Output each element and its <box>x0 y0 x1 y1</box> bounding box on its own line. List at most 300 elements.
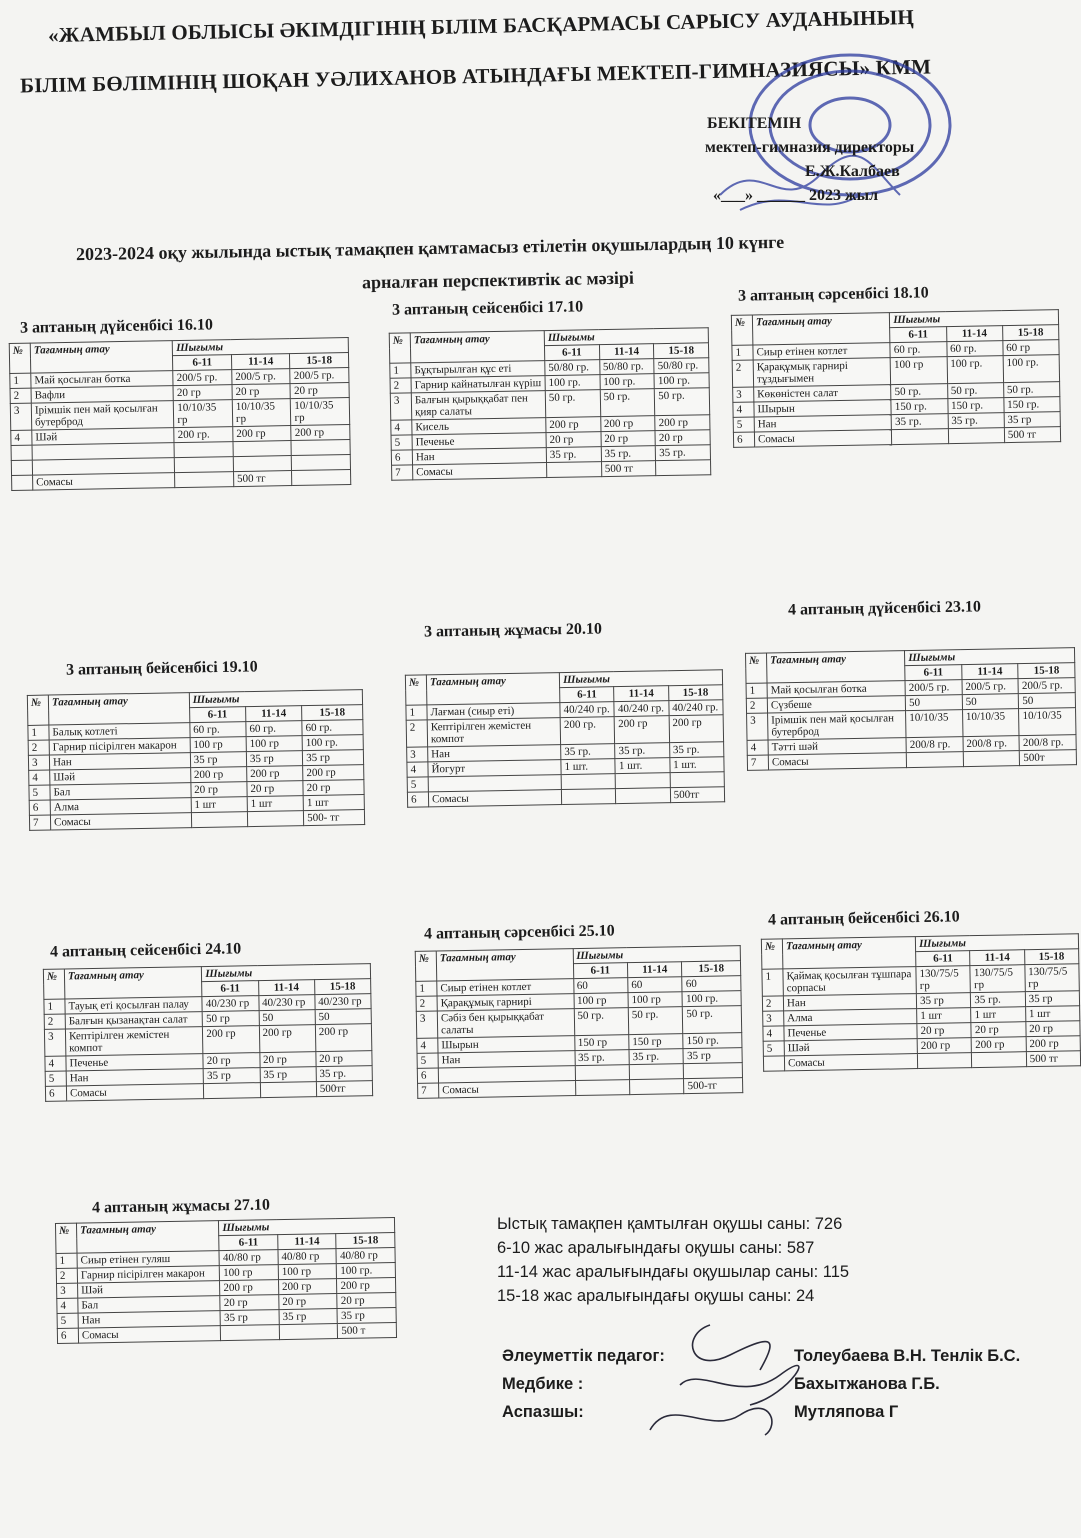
col-dish-name: Тағамның атау <box>436 949 573 981</box>
dish-name: Печенье <box>412 433 546 450</box>
portion-cell <box>191 812 247 828</box>
portion-cell <box>918 1053 973 1069</box>
portion-cell <box>247 811 303 827</box>
row-number: 2 <box>762 996 783 1011</box>
portion-cell: 35 гр <box>260 1067 316 1083</box>
approval-title: БЕКІТЕМІН <box>707 115 802 132</box>
signature-name: Толеубаева В.Н. Тенлік Б.С. <box>794 1347 1021 1365</box>
row-number: 4 <box>11 430 32 445</box>
menu-table <box>415 945 744 1099</box>
portion-cell: 20 гр <box>655 430 710 446</box>
portion-cell: 200/5 гр. <box>290 368 349 384</box>
signature-role: Медбике : <box>502 1375 584 1393</box>
portion-cell: 20 гр <box>220 1295 279 1311</box>
portion-cell: 10/10/35 гр <box>291 398 350 426</box>
portion-cell: 35 гр <box>1025 991 1080 1007</box>
dish-name: Тауық еті қосылған палау <box>65 997 203 1014</box>
row-number: 5 <box>391 435 412 450</box>
row-number: 6 <box>733 432 754 447</box>
portion-cell <box>546 462 601 478</box>
row-number: 5 <box>29 785 50 800</box>
portion-cell <box>629 1079 684 1095</box>
dish-name: Май қосылған ботка <box>31 371 174 388</box>
col-age-15-18: 15-18 <box>290 353 349 369</box>
row-number: 5 <box>417 1053 438 1068</box>
dish-name: Шырын <box>754 400 892 417</box>
portion-cell: 35 гр. <box>629 1049 684 1065</box>
dish-name: Май қосылған ботка <box>767 681 905 698</box>
row-number: 6 <box>417 1068 438 1083</box>
portion-cell: 35 гр. <box>891 414 947 430</box>
dish-name: Сомасы <box>428 790 561 807</box>
col-age-11-14: 11-14 <box>970 950 1025 966</box>
portion-cell: 200/5 гр. <box>962 679 1019 695</box>
portion-cell: 40/230 гр <box>315 994 371 1010</box>
col-age-15-18: 15-18 <box>668 685 723 701</box>
col-yield: Шығымы <box>890 310 1059 328</box>
portion-cell: 200/5 гр. <box>1018 678 1075 694</box>
portion-cell <box>260 1082 316 1098</box>
portion-cell <box>575 1080 630 1096</box>
dish-name: Сәбіз бен қырыққабат салаты <box>437 1009 574 1038</box>
portion-cell: 20 гр <box>279 1294 338 1310</box>
portion-cell: 100 гр. <box>654 373 709 389</box>
menu-table <box>745 647 1077 771</box>
row-number: 2 <box>732 360 753 387</box>
row-number: 1 <box>762 969 783 996</box>
stat-age-15-18: 15-18 жас аралығындағы оқушы саны: 24 <box>497 1287 815 1305</box>
col-dish-name: Тағамның атау <box>782 937 916 969</box>
portion-cell: 50/80 гр. <box>599 359 654 375</box>
dish-name: Сомасы <box>439 1081 576 1098</box>
portion-cell: 50 <box>315 1009 371 1025</box>
portion-cell: 500- тг <box>304 810 365 826</box>
portion-cell: 1 шт <box>303 795 364 811</box>
portion-cell: 200/5 гр. <box>173 370 232 386</box>
row-number: 7 <box>747 755 768 770</box>
col-number: № <box>27 695 49 725</box>
dish-name: Алма <box>784 1009 917 1026</box>
portion-cell: 10/10/35 гр <box>232 399 291 427</box>
dish-name: Гарнир пісірілген макарон <box>49 738 190 755</box>
col-dish-name: Тағамның атау <box>48 693 189 725</box>
dish-name: Кептірілген жемістен компот <box>427 718 561 747</box>
day-title: 3 аптаның бейсенбісі 19.10 <box>65 658 258 679</box>
portion-cell: 35 гр <box>683 1048 742 1064</box>
row-number: 4 <box>763 1026 784 1041</box>
portion-cell: 20 гр <box>290 383 349 399</box>
col-age-15-18: 15-18 <box>1002 325 1058 341</box>
portion-cell: 50 гр <box>202 1011 258 1027</box>
dish-name: Балғын қызанақтан салат <box>65 1012 203 1029</box>
portion-cell: 10/10/35 <box>906 710 963 738</box>
menu-table <box>55 1217 397 1344</box>
col-age-15-18: 15-18 <box>1018 663 1075 679</box>
col-yield: Шығымы <box>905 648 1075 666</box>
portion-cell: 35 гр <box>1004 412 1060 428</box>
portion-cell: 200 гр <box>190 767 246 783</box>
portion-cell: 20 гр <box>191 782 247 798</box>
portion-cell: 200/8 гр. <box>963 736 1020 752</box>
col-number: № <box>9 343 31 373</box>
portion-cell: 200 гр <box>220 1280 279 1296</box>
portion-cell: 60 гр. <box>946 341 1002 357</box>
portion-cell <box>174 442 233 458</box>
row-number: 7 <box>29 815 50 830</box>
row-number: 2 <box>416 996 437 1011</box>
dish-name: Нан <box>428 745 561 762</box>
col-age-6-11: 6-11 <box>173 355 232 371</box>
portion-cell: 35 гр. <box>948 413 1004 429</box>
dish-name: Ірімшік пен май қосылған бутерброд <box>768 711 907 740</box>
portion-cell: 130/75/5 гр <box>970 965 1025 993</box>
day-title: 4 аптаның дүйсенбісі 23.10 <box>787 598 982 619</box>
row-number: 5 <box>45 1071 66 1086</box>
portion-cell: 40/230 гр <box>202 996 258 1012</box>
col-dish-name: Тағамның атау <box>64 967 202 999</box>
dish-name: Вафли <box>31 386 174 403</box>
dish-name: Нан <box>438 1051 575 1068</box>
portion-cell <box>656 460 711 476</box>
org-name-line2: БІЛІМ БӨЛІМІНІҢ ШОҚАН УӘЛИХАНОВ АТЫНДАҒЫ МЕКТЕП-ГИМНАЗИЯСЫ» КММ <box>19 54 932 98</box>
row-number: 3 <box>763 1011 784 1026</box>
dish-name: Кептірілген жемістен компот <box>65 1027 203 1056</box>
dish-name: Бал <box>78 1296 221 1313</box>
day-title: 4 аптаның сәрсенбісі 25.10 <box>423 922 615 943</box>
day-title: 4 аптаның жұмасы 27.10 <box>91 1196 271 1217</box>
portion-cell: 500 тг <box>1026 1051 1081 1067</box>
portion-cell <box>616 773 671 789</box>
portion-cell: 200 гр <box>203 1026 260 1054</box>
portion-cell: 200 гр <box>917 1038 972 1054</box>
signature-role: Әлеуметтік педагог: <box>502 1347 665 1365</box>
portion-cell <box>291 440 350 456</box>
day-title: 3 аптаның сейсенбісі 17.10 <box>391 298 584 319</box>
portion-cell: 50 гр. <box>683 1006 742 1034</box>
portion-cell: 35 гр. <box>561 744 616 760</box>
portion-cell <box>561 774 616 790</box>
dish-name: Йогурт <box>428 760 561 777</box>
dish-name: Нан <box>783 994 916 1011</box>
col-age-6-11: 6-11 <box>219 1235 278 1251</box>
row-number: 5 <box>407 777 428 792</box>
col-yield: Шығымы <box>189 690 363 708</box>
row-number: 5 <box>733 417 754 432</box>
row-number: 2 <box>746 698 767 713</box>
col-age-11-14: 11-14 <box>962 664 1019 680</box>
row-number: 4 <box>391 420 412 435</box>
col-dish-name: Тағамның атау <box>752 313 890 345</box>
portion-cell <box>684 1063 743 1079</box>
col-yield: Шығымы <box>915 934 1078 952</box>
row-number: 4 <box>417 1038 438 1053</box>
approval-date: «___» ______ 2023 жыл <box>713 187 879 204</box>
portion-cell: 35 гр <box>220 1310 279 1326</box>
portion-cell: 60 гр. <box>302 720 363 736</box>
dish-name: Печенье <box>784 1024 917 1041</box>
col-number: № <box>731 315 753 345</box>
portion-cell: 20 гр <box>173 385 232 401</box>
dish-name: Бал <box>50 783 191 800</box>
col-age-15-18: 15-18 <box>1024 949 1079 965</box>
col-age-15-18: 15-18 <box>654 343 709 359</box>
portion-cell: 35 гр. <box>574 1050 629 1066</box>
portion-cell: 50 гр. <box>947 383 1003 399</box>
stat-age-11-14: 11-14 жас аралығындағы оқушылар саны: 115 <box>497 1263 850 1281</box>
portion-cell: 35 гр <box>279 1309 338 1325</box>
portion-cell: 35 гр <box>203 1068 259 1084</box>
portion-cell: 500тг <box>316 1081 372 1097</box>
portion-cell: 1 шт <box>1025 1006 1080 1022</box>
row-number: 6 <box>57 1328 78 1343</box>
portion-cell <box>233 456 292 472</box>
portion-cell: 40/80 гр <box>219 1250 278 1266</box>
portion-cell <box>629 1064 684 1080</box>
row-number: 1 <box>390 363 411 378</box>
portion-cell <box>948 428 1004 444</box>
menu-table <box>27 689 365 831</box>
col-yield: Шығымы <box>544 328 708 346</box>
portion-cell <box>233 441 292 457</box>
portion-cell: 150 гр. <box>1004 397 1060 413</box>
row-number <box>763 1056 784 1071</box>
menu-table <box>761 933 1081 1072</box>
row-number: 6 <box>391 450 412 465</box>
portion-cell: 20 гр <box>203 1053 259 1069</box>
portion-cell: 50/80 гр. <box>654 358 709 374</box>
row-number: 2 <box>10 388 31 403</box>
portion-cell: 200 гр <box>615 716 670 744</box>
portion-cell: 60 гр. <box>890 342 946 358</box>
menu-table <box>43 963 373 1102</box>
day-title: 4 аптаның сейсенбісі 24.10 <box>49 940 242 961</box>
portion-cell: 200 гр <box>233 426 292 442</box>
portion-cell <box>221 1325 280 1341</box>
dish-name: Сомасы <box>33 473 176 490</box>
dish-name: Нан <box>78 1311 221 1328</box>
row-number: 1 <box>746 683 767 698</box>
portion-cell: 100 гр <box>278 1264 337 1280</box>
day-title: 3 аптаның сәрсенбісі 18.10 <box>737 284 929 305</box>
portion-cell <box>204 1083 260 1099</box>
portion-cell: 35 гр <box>337 1308 396 1324</box>
portion-cell: 150 гр <box>629 1034 684 1050</box>
dish-name: Бұқтырылған құс еті <box>411 361 545 378</box>
col-age-11-14: 11-14 <box>946 326 1002 342</box>
portion-cell: 200 гр <box>546 417 601 433</box>
portion-cell <box>906 752 963 768</box>
stat-age-6-10: 6-10 жас аралығындағы оқушы саны: 587 <box>497 1239 815 1257</box>
portion-cell: 50 гр. <box>891 384 947 400</box>
dish-name: Сомасы <box>78 1326 221 1343</box>
portion-cell <box>175 457 234 473</box>
portion-cell <box>292 470 351 486</box>
portion-cell: 500 т <box>338 1323 397 1339</box>
col-age-11-14: 11-14 <box>245 706 301 722</box>
portion-cell: 1 шт. <box>670 757 725 773</box>
col-age-6-11: 6-11 <box>905 665 962 681</box>
dish-name: Кисель <box>412 418 546 435</box>
portion-cell: 1 шт <box>917 1008 972 1024</box>
dish-name: Сомасы <box>66 1084 204 1101</box>
portion-cell: 20 гр <box>1026 1021 1081 1037</box>
dish-name: Сомасы <box>754 430 892 447</box>
portion-cell: 200 гр <box>259 1025 316 1053</box>
col-age-6-11: 6-11 <box>573 963 628 979</box>
portion-cell: 40/240 гр. <box>669 700 724 716</box>
day-title: 3 аптаның жұмасы 20.10 <box>423 620 603 641</box>
portion-cell: 200 гр. <box>174 427 233 443</box>
row-number: 7 <box>418 1083 439 1098</box>
portion-cell: 35 гр <box>246 751 302 767</box>
approval-name: Е.Ж.Калбаев <box>805 163 900 180</box>
portion-cell: 60 <box>682 976 741 992</box>
portion-cell: 200 гр <box>655 415 710 431</box>
menu-table <box>389 327 712 481</box>
dish-name: Сүзбеше <box>767 696 905 713</box>
col-number: № <box>761 939 783 969</box>
portion-cell: 1 шт <box>971 1007 1026 1023</box>
row-number: 3 <box>407 747 428 762</box>
portion-cell: 100 гр. <box>302 735 363 751</box>
portion-cell: 130/75/5 гр <box>916 966 971 994</box>
portion-cell: 35 гр. <box>656 445 711 461</box>
portion-cell: 100 гр <box>628 992 683 1008</box>
portion-cell: 200 гр <box>600 416 655 432</box>
dish-name: Балық котлеті <box>49 723 190 740</box>
day-title: 3 аптаның дүйсенбісі 16.10 <box>19 316 214 337</box>
row-number: 3 <box>28 755 49 770</box>
portion-cell <box>575 1065 630 1081</box>
dish-name: Сомасы <box>50 813 191 830</box>
portion-cell: 100 гр <box>190 737 246 753</box>
row-number: 1 <box>732 345 753 360</box>
stat-total: Ыстық тамақпен қамтылған оқушы саны: 726 <box>497 1215 843 1233</box>
portion-cell: 200 гр <box>1026 1036 1081 1052</box>
col-age-6-11: 6-11 <box>916 951 971 967</box>
portion-cell: 50 гр. <box>545 390 600 418</box>
portion-cell: 150 гр. <box>683 1033 742 1049</box>
portion-cell: 200 гр <box>972 1037 1027 1053</box>
col-age-15-18: 15-18 <box>302 705 363 721</box>
col-age-11-14: 11-14 <box>599 344 654 360</box>
portion-cell: 200 гр <box>303 765 364 781</box>
dish-name: Алма <box>50 798 191 815</box>
portion-cell: 500 тг <box>1004 427 1060 443</box>
col-dish-name: Тағамның атау <box>76 1221 219 1253</box>
col-yield: Шығымы <box>202 964 371 982</box>
portion-cell <box>279 1324 338 1340</box>
col-age-11-14: 11-14 <box>231 354 290 370</box>
col-age-11-14: 11-14 <box>627 962 682 978</box>
row-number: 4 <box>29 770 50 785</box>
row-number: 4 <box>45 1056 66 1071</box>
portion-cell: 100 гр. <box>682 991 741 1007</box>
portion-cell: 20 гр <box>303 780 364 796</box>
col-yield: Шығымы <box>219 1218 395 1236</box>
portion-cell: 20 гр <box>337 1293 396 1309</box>
dish-name: Ірімшік пен май қосылған бутерброд <box>31 401 174 430</box>
portion-cell: 20 гр <box>316 1051 372 1067</box>
col-number: № <box>389 333 411 363</box>
col-age-6-11: 6-11 <box>189 707 245 723</box>
portion-cell: 500 тг <box>233 471 292 487</box>
portion-cell: 500т <box>1020 750 1077 766</box>
dish-name: Шәй <box>78 1281 221 1298</box>
dish-name: Сомасы <box>784 1054 917 1071</box>
dish-name: Нан <box>754 415 892 432</box>
portion-cell: 20 гр <box>546 432 601 448</box>
portion-cell: 50 <box>259 1010 315 1026</box>
menu-table <box>405 669 725 808</box>
col-yield: Шығымы <box>173 338 349 356</box>
portion-cell: 20 гр <box>601 431 656 447</box>
portion-cell: 1 шт. <box>561 759 616 775</box>
row-number <box>11 445 32 460</box>
portion-cell <box>616 788 671 804</box>
portion-cell: 35 гр. <box>546 447 601 463</box>
col-age-11-14: 11-14 <box>278 1234 337 1250</box>
portion-cell: 50 гр. <box>1003 382 1059 398</box>
row-number: 3 <box>57 1283 78 1298</box>
row-number: 1 <box>44 999 65 1014</box>
col-age-11-14: 11-14 <box>614 686 669 702</box>
portion-cell: 35 гр <box>916 993 971 1009</box>
portion-cell: 60 гр <box>1003 340 1059 356</box>
col-dish-name: Тағамның атау <box>410 331 544 363</box>
portion-cell: 500-тг <box>684 1078 743 1094</box>
portion-cell: 40/80 гр <box>336 1248 395 1264</box>
row-number: 4 <box>747 740 768 755</box>
portion-cell: 1 шт <box>247 796 303 812</box>
portion-cell: 60 гр. <box>246 721 302 737</box>
row-number: 3 <box>416 1011 437 1038</box>
dish-name: Лағман (сиыр еті) <box>427 703 560 720</box>
col-number: № <box>405 675 427 705</box>
portion-cell: 10/10/35 гр <box>174 400 233 428</box>
row-number: 7 <box>392 465 413 480</box>
portion-cell: 50 гр. <box>600 389 655 417</box>
col-dish-name: Тағамның атау <box>767 651 906 683</box>
row-number: 5 <box>57 1313 78 1328</box>
col-age-11-14: 11-14 <box>258 980 314 996</box>
col-age-6-11: 6-11 <box>890 327 946 343</box>
portion-cell: 100 гр <box>246 736 302 752</box>
row-number: 4 <box>57 1298 78 1313</box>
row-number: 1 <box>28 725 49 740</box>
portion-cell: 200/8 гр. <box>906 737 963 753</box>
dish-name: Сиыр етінен котлет <box>437 979 574 996</box>
portion-cell: 150 гр. <box>947 398 1003 414</box>
dish-name: Сомасы <box>413 463 547 480</box>
row-number: 2 <box>390 378 411 393</box>
portion-cell: 50 <box>962 694 1019 710</box>
portion-cell: 500 тг <box>601 461 656 477</box>
portion-cell: 100 гр. <box>600 374 655 390</box>
portion-cell: 60 <box>628 977 683 993</box>
col-age-15-18: 15-18 <box>314 979 370 995</box>
signature-role: Аспазшы: <box>502 1403 584 1421</box>
portion-cell: 20 гр <box>971 1022 1026 1038</box>
row-number: 6 <box>45 1086 66 1101</box>
col-dish-name: Тағамның атау <box>30 341 173 373</box>
portion-cell: 200 гр <box>278 1279 337 1295</box>
col-age-6-11: 6-11 <box>202 981 258 997</box>
portion-cell: 40/240 гр. <box>560 702 615 718</box>
portion-cell: 200 гр <box>291 425 350 441</box>
row-number: 2 <box>44 1014 65 1029</box>
portion-cell: 10/10/35 <box>1019 708 1076 736</box>
